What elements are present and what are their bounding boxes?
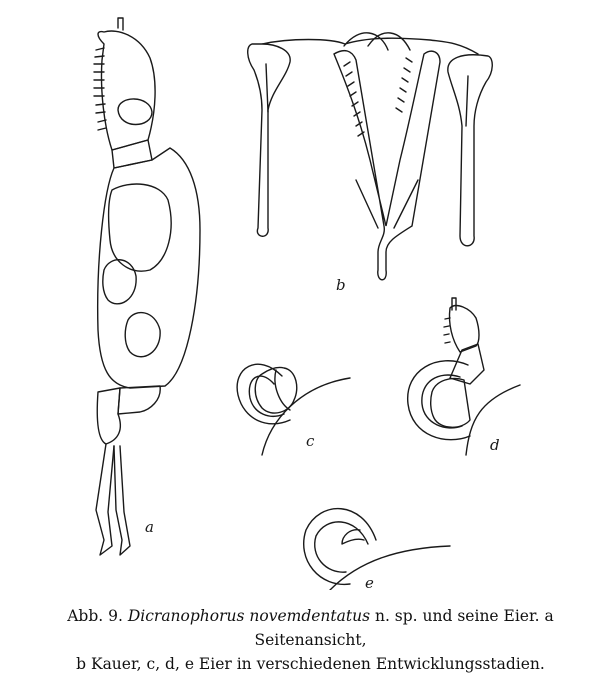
figure-caption	[18, 604, 603, 676]
drawing-a-lateral-view	[94, 18, 200, 555]
drawing-b-trophi	[248, 33, 493, 280]
drawing-d-egg-hatching	[408, 298, 520, 455]
caption-species: Dicranophorus novemdentatus	[127, 607, 371, 625]
caption-line-1	[18, 604, 603, 652]
drawing-c-egg	[237, 364, 350, 455]
caption-rest-line1: n. sp. und seine Eier. a Seitenansicht,	[254, 607, 554, 649]
label-a: a	[145, 518, 154, 536]
caption-number: Abb. 9.	[67, 607, 123, 625]
label-d: d	[490, 436, 500, 454]
label-e: e	[365, 574, 374, 590]
label-c: c	[306, 432, 315, 450]
drawing-e-egg-shell	[304, 509, 450, 590]
label-b: b	[336, 276, 346, 294]
caption-line-2: b Kauer, c, d, e Eier in verschiedenen Entwicklungsstadien.	[76, 655, 545, 673]
